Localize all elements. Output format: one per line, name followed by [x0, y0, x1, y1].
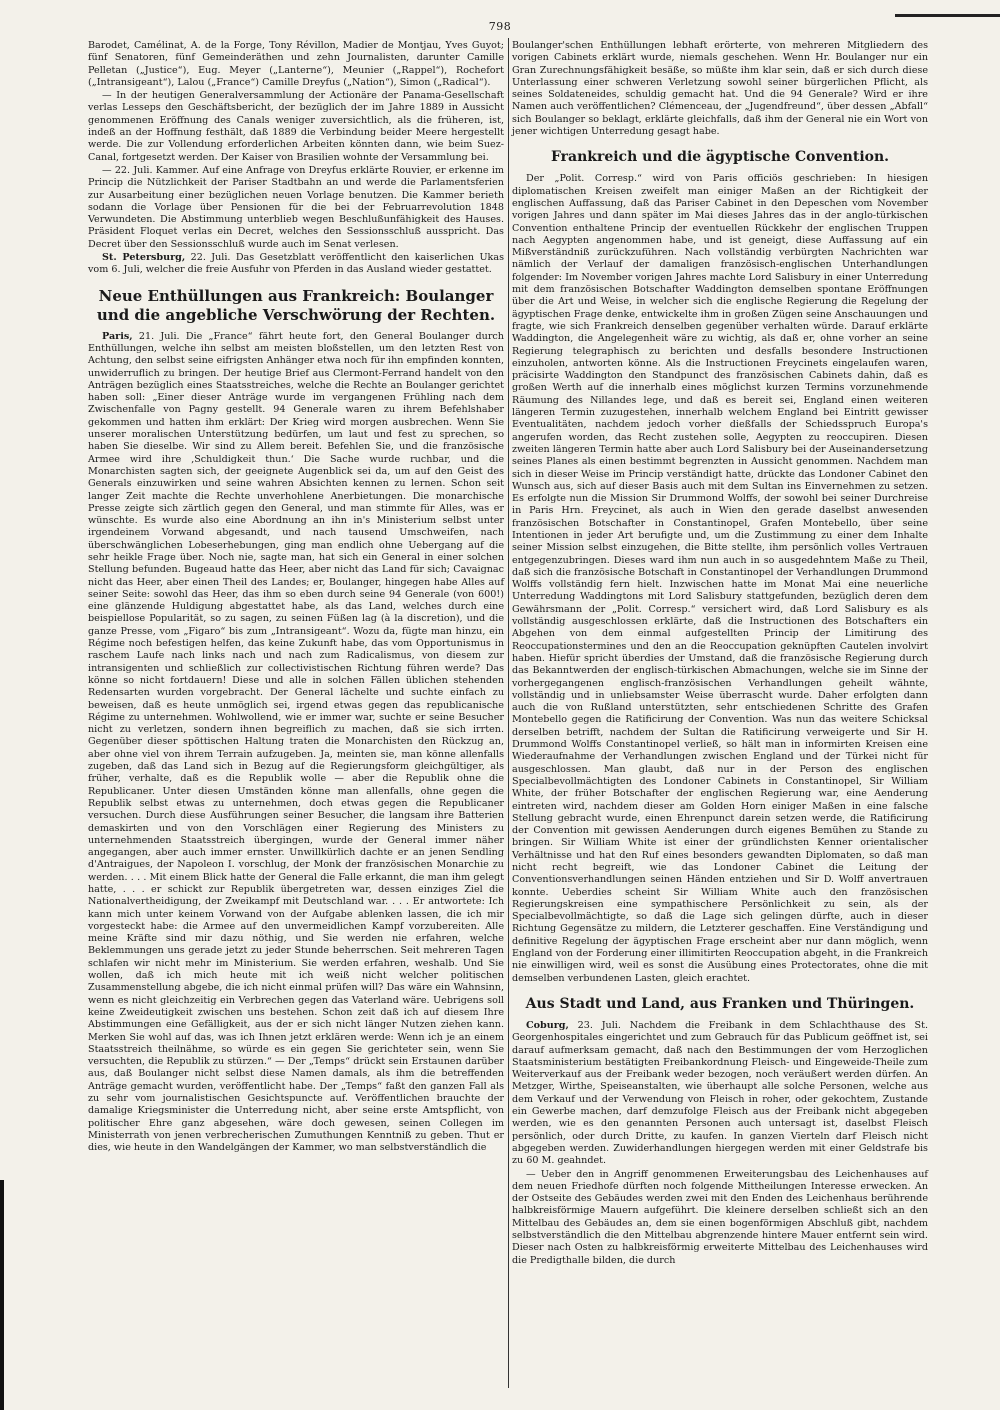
article-headline: Neue Enthüllungen aus Frankreich: Boulanger und die angebliche Verschwörung der Rechten. [96, 286, 496, 324]
article-headline: Aus Stadt und Land, aus Franken und Thüringen. [525, 995, 915, 1012]
article-headline: Frankreich und die ägyptische Convention. [550, 149, 890, 166]
paragraph: — 22. Juli. Kammer. Auf eine Anfrage von Dreyfus erklärte Rouvier, er erkenne im Princip die Nützlichkeit der Pariser Stadtbahn an und werde die Parlamentsferien zur Ausarbeitung einer bezüglichen neuen Vorlage benutzen. Die Kammer berieth sodann die Vorlage über Pensionen für die bei der Februarrevolution 1848 Verwundeten. Die Abstimmung unterblieb wegen Beschlußunfähigkeit des Hauses. Präsident Floquet verlas ein Decret, welches den Sessionsschluß ausspricht. Das Decret über den Sessionsschluß wurde auch im Senat verlesen. [88, 164, 504, 250]
paragraph [88, 331, 504, 1155]
binding-edge [0, 1180, 4, 1410]
paragraph-text: 22. Juli. Das Gesetzblatt veröffentlicht den kaiserlichen Ukas vom 6. Juli, welcher die freie Ausfuhr von Pferden in das Ausland wieder gestattet. [88, 252, 504, 276]
dateline: Paris, [102, 330, 133, 342]
dateline: St. Petersburg, [102, 252, 186, 264]
paragraph [512, 1020, 928, 1168]
paragraph [88, 252, 504, 277]
paragraph-text: 21. Juli. Die „France“ fährt heute fort, den General Boulanger durch Enthüllungen, welche ihn selbst am meisten bloßstellen, um den letzten Rest von Achtung, den selbst seine eifrigsten Anhänger etwa noch für ihn empfinden konnten, unwiderruflich zu bringen. Der heutige Brief aus Clermont-Ferrand handelt von den Anträgen bezüglich eines Staatsstreiches, welche die Rechte an Boulanger gerichtet haben soll: „Einer dieser Anträge wurde im vergangenen Frühling nach dem Zwischenfalle von Pagny gestellt. 94 Generale waren zu ihrem Befehlshaber gekommen und hatten ihm erklärt: Der Krieg wird morgen ausbrechen. Wenn Sie unserer moralischen Unterstützung bedürfen, um laut und fest zu sprechen, so haben Sie dieselbe. Wir sind zu Allem bereit. Befehlen Sie, und die französische Armee wird ihre ‚Schuldigkeit thun.‘ Die Sache wurde ruchbar, und die Monarchisten sagten sich, der geeignete Augenblick sei da, um auf den Geist des Generals einzuwirken und seine wahren Absichten kennen zu lernen. Schon seit langer Zeit machte die Rechte unverhohlene Anerbietungen. Die monarchische Presse zeigte sich zärtlich gegen den General, und man stimmte für Alles, was er wünschte. Es wurde also eine Abordnung an ihn in's Ministerium selbst unter irgendeinem Vorwand abgesandt, und nach tausend Umschweifen, nach überschwänglichen Lobeserhebungen, ging man endlich ohne Uebergang auf die sehr heikle Frage über. Noch nie, sagte man, hat sich ein General in einer solchen Stellung befunden. Bugeaud hatte das Heer, aber nicht das Land für sich; Cavaignac nicht das Heer, aber einen Theil des Landes; er, Boulanger, hingegen habe Alles auf seiner Seite: sowohl das Heer, das ihm so eben durch seine 94 Generale (von 600!) eine glänzende Huldigung abgestattet habe, als das Land, welches durch eine beispiellose Popularität, so zu sagen, zu seinen Füßen lag (à la discretion), und die ganze Presse, vom „Figaro“ bis zum „Intransigeant“. Wozu da, fügte man hinzu, ein Régime noch befestigen helfen, das keine Zukunft habe, das vom Opportunismus in raschem Laufe nach links nach und nach zum Radicalismus, von diesem zur intransigenten und schließlich zur collectivistischen Richtung führen werde? Das könne so nicht fortdauern! Diese und alle in solchen Fällen üblichen stehenden Redensarten wurden vorgebracht. Der General lächelte und suchte einfach zu beweisen, daß es heute unmöglich sei, irgend etwas gegen das republicanische Régime zu unternehmen. Wohlwollend, wie er immer war, suchte er seine Besucher nicht zu verletzen, sondern ihnen begreiflich zu machen, daß sie sich irrten. Gegenüber dieser spöttischen Haltung traten die Monarchisten den Rückzug an, aber ohne viel von ihrem Terrain aufzugeben. Ja, meinten sie, man könne allenfalls zugeben, daß das Land sich in Bezug auf die Regierungsform gleichgültiger, als früher, verhalte, daß es die Republik wolle — aber die Republik ohne die Republicaner. Unter diesen Umständen könne man allenfalls, ohne gegen die Republik selbst etwas zu unternehmen, doch etwas gegen die Republicaner versuchen. Durch diese Ausführungen seiner Besucher, die langsam ihre Batterien demaskirten und von den Vorschlägen einer Regierung des Ministers zu unternehmenden Staatsstreich übergingen, wurde der General immer näher angegangen, aber auch immer ernster. Unwillkürlich dachte er an jenen Sendling d'Antraigues, der Napoleon I. vorschlug, der Monk der französischen Monarchie zu werden. . . . Mit einem Blick hatte der General die Falle erkannt, die man ihm gelegt hatte, . . . er schickt zur Republik übergetreten war, dessen einziges Ziel die Nationalvertheidigung, der Zweikampf mit Deutschland war. . . . Er antwortete: Ich kann mich unter keinem Vorwand von der Aufgabe ablenken lassen, die ich mir vorgesteckt habe: die Armee auf den unvermeidlichen Kampf vorzubereiten. Alle meine Kräfte sind mir dazu nöthig, und Sie werden nie erfahren, welche Beklemmungen uns gerade jetzt zu jeder Stunde beherrschen. Seit mehreren Tagen schlafen wir nicht mehr im Ministerium. Sie werden erfahren, weshalb. Und Sie wollen, daß ich mich heute mit ich weiß nicht welcher politischen Zusammenstellung abgebe, die ich nicht einmal prüfen will? Das wäre ein Wahnsinn, wenn es nicht gleichzeitig ein Verbrechen gegen das Vaterland wäre. Uebrigens soll keine Zweideutigkeit zwischen uns bestehen. Schon zeit daß ich auf diesem Ihre Abstimmungen eine Gefälligkeit, aus der er sich nicht länger Nutzen ziehen kann. Merken Sie wohl auf das, was ich Ihnen jetzt erklären werde: Wenn ich je an einem Staatsstreich theilnähme, so würde es ein gegen Sie gerichteter sein, wenn Sie versuchten, die Republik zu stürzen.“ — Der „Temps“ drückt sein Erstaunen darüber aus, daß Boulanger nicht selbst diese Namen damals, als ihm die betreffenden Anträge gemacht wurden, veröffentlicht habe. Der „Temps“ faßt den ganzen Fall als zu sehr vom journalistischen Gesichtspuncte auf. Veröffentlichen brauchte der damalige Kriegsminister die Unterredung nicht, aber seine erste Amtspflicht, von politischer Ehre ganz abgesehen, wäre doch gewesen, seinen Collegen im Ministerrath von jenen verbrecherischen Zumuthungen Kenntniß zu geben. Thut er dies, wie heute in den Wandelgängen der Kammer, wo man selbstverständlich die [88, 330, 504, 1154]
column-divider [508, 38, 509, 1388]
paragraph: — In der heutigen Generalversammlung der Actionäre der Panama-Gesellschaft verlas Lesseps den Geschäftsbericht, der bezüglich der im Jahre 1889 in Aussicht genommenen Eröffnung des Canals weniger zuversichtlich, als die früheren, ist, indeß an der Hoffnung festhält, daß 1889 die Verbindung beider Meere hergestellt werde. Die zur Vollendung erforderlichen Arbeiten könnten dann, wie beim Suez-Canal, fortgesetzt werden. Der Kaiser von Brasilien wohnte der Versammlung bei. [88, 90, 504, 163]
page-number: 798 [488, 20, 512, 33]
paragraph: Boulanger'schen Enthüllungen lebhaft erörterte, von mehreren Mitgliedern des vorigen Cabinets erklärt wurde, niemals geschehen. Wenn Hr. Boulanger nur ein Gran Zurechnungsfähigkeit besäße, so müßte ihm klar sein, daß er sich durch diese Unterlassung einer schweren Verletzung sowohl seiner bürgerlichen Pflicht, als seines Soldateneides, schuldig gemacht hat. Und die 94 Generale? Wird er ihre Namen auch veröffentlichen? Clémenceau, der „Jugendfreund“, über dessen „Abfall“ sich Boulanger so beklagt, erklärte gleichfalls, daß ihm der General nie ein Wort von jener wichtigen Unterredung gesagt habe. [512, 40, 928, 138]
paragraph: Barodet, Camélinat, A. de la Forge, Tony Révillon, Madier de Montjau, Yves Guyot; fünf Senatoren, fünf Gemeinderäthen und zehn Journalisten, darunter Camille Pelletan („Justice“), Eug. Meyer („Lanterne“), Meunier („Rappel“), Rochefort („Intransigeant“), Lalou („France“) Camille Dreyfus („Nation“), Simon („Radical“). [88, 40, 504, 88]
paragraph: — Ueber den in Angriff genommenen Erweiterungsbau des Leichenhauses auf dem neuen Friedhofe dürften noch folgende Mittheilungen Interesse erwecken. An der Ostseite des Gebäudes werden zwei mit den Enden des Leichenhaus berührende halbkreisförmige Mauern aufgeführt. Die kleinere derselben schließt sich an den Mittelbau des Gebäudes an, dem sie einen bogenförmigen Abschluß gibt, nachdem selbstverständlich die den Mittelbau abgrenzende hintere Mauer entfernt sein wird. Dieser nach Osten zu halbkreisförmig erweiterte Mittelbau des Leichenhauses wird die Predigthalle bilden, die durch [512, 1168, 928, 1266]
left-column [88, 40, 504, 1156]
paragraph: Der „Polit. Corresp.“ wird von Paris officiös geschrieben: In hiesigen diplomatischen Kreisen zweifelt man einiger Maßen an der Richtigkeit der englischen Auffassung, daß das Pariser Cabinet in den Depeschen vom November vorigen Jahres und dann später im Mai dieses Jahres das in der anglo-türkischen Convention enthaltene Princip der eventuellen Rückkehr der englischen Truppen nach Aegypten angenommen habe, und ist geneigt, diese Auffassung auf ein Mißverständniß zurückzuführen. Nach vollständig verbürgten Nachrichten war nämlich der Verlauf der damaligen französisch-englischen Unterhandlungen folgender: Im November vorigen Jahres machte Lord Salisbury in einer Unterredung mit dem französischen Botschafter Waddington demselben spontane Eröffnungen über die Art und Weise, in welcher sich die englische Regierung die Regelung der ägyptischen Frage denke, entwickelte ihm in großen Zügen seine Anschauungen und fragte, wie sich Frankreich denselben gegenüber verhalten würde. Darauf erklärte Waddington, die Angelegenheit wäre zu wichtig, als daß er, ohne vorher an seine Regierung telegraphisch zu berichten und desfalls besondere Instructionen einzuholen, antworten könne. Als die Instructionen Freycinets eingelaufen waren, präcisirte Waddington den Standpunct des französischen Cabinets dahin, daß es großen Werth auf die innerhalb eines möglichst kurzen Termins vorzunehmende Räumung des Nillandes lege, und daß es bereit sei, England einen weiteren längeren Termin zuzugestehen, innerhalb welchem England bei Eintritt gewisser Eventualitäten, nachdem jedoch vorher dießfalls der Schiedsspruch Europa's angerufen worden, das Recht zustehen solle, Aegypten zu reoccupiren. Diesen zweiten längeren Termin hatte aber auch Lord Salisbury bei der Auseinandersetzung seines Planes als einen bestimmt begrenzten in Aussicht genommen. Nachdem man sich in dieser Weise im Princip verständigt hatte, drückte das Londoner Cabinet den Wunsch aus, sich auf dieser Basis auch mit dem Sultan ins Einvernehmen zu setzen. Es erfolgte nun die Mission Sir Drummond Wolffs, der sowohl bei seiner Durchreise in Paris Hrn. Freycinet, als auch in Wien den gerade daselbst anwesenden französischen Botschafter in Constantinopel, Grafen Montebello, über seine Intentionen in jeder Art berufigte und, um die Zustimmung zu einer dem Inhalte seiner Mission selbst einzugehen, die Bitte stellte, ihm persönlich volles Vertrauen entgegenzubringen. Dieses ward ihm nun auch in so ausgedehntem Maße zu Theil, daß sich die französische Botschaft in Constantinopel der Verhandlungen Drummond Wolffs vollständig fern hielt. Inzwischen hatte im Monat Mai eine neuerliche Unterredung Waddingtons mit Lord Salisbury stattgefunden, bezüglich deren dem Gewährsmann der „Polit. Corresp.“ versichert wird, daß Lord Salisbury es als vollständig ausgeschlossen erklärte, daß die Instructionen des Botschafters ein Abgehen von dem einmal aufgestellten Princip der Limitirung des Reoccupationstermines und den an die Reoccupation geknüpften Cautelen involvirt haben. Hiefür spricht überdies der Umstand, daß die französische Regierung durch das Bekanntwerden der englisch-türkischen Abmachungen, welche sie im Sinne der vorhergegangenen englisch-französischen Verhandlungen geheilt wähnte, vollständig und in unliebsamster Weise überrascht wurde. Daher erfolgten dann auch die von Rußland unterstützten, sehr entschiedenen Schritte des Grafen Montebello gegen die Ratificirung der Convention. Was nun das weitere Schicksal derselben betrifft, nachdem der Sultan die Ratificirung verweigerte und Sir H. Drummond Wolffs Constantinopel verließ, so hält man in informirten Kreisen eine Wiederaufnahme der Verhandlungen zwischen England und der Türkei nicht für ausgeschlossen. Man glaubt, daß nur in der Person des englischen Specialbevollmächtigten des Londoner Cabinets in Constantinopel, Sir William White, der früher Botschafter der englischen Regierung war, eine Aenderung eintreten wird, nachdem dieser am Golden Horn einiger Maßen in eine falsche Stellung gebracht wurde, einen Ehrenpunct darein setzen werde, die Ratificirung der Convention mit gewissen Aenderungen durch eigenes Bemühen zu Stande zu bringen. Sir William White ist einer der gründlichsten Kenner orientalischer Verhältnisse und hat den Ruf eines besonders gewandten Diplomaten, so daß man nicht recht begreift, wie das Londoner Cabinet die Leitung der Conventionsverhandlungen seinen Händen entziehen und Sir D. Wolff anvertrauen konnte. Ueberdies scheint Sir William White auch den französischen Regierungskreisen eine sympathischere Persönlichkeit zu sein, als der Specialbevollmächtigte, so daß die Lage sich gelingen dürfte, auch in dieser Richtung Gegensätze zu mildern, die Letzterer geschaffen. Eine Verständigung und definitive Regelung der ägyptischen Frage erscheint aber nur dann möglich, wenn England von der Forderung einer illimitirten Reoccupation abgeht, in die Frankreich nie einwilligen wird, weil es sonst die Ausübung eines Protectorates, ohne die mit demselben verbundenen Lasten, gleich erachtet. [512, 173, 929, 984]
dateline: Coburg, [526, 1019, 569, 1031]
paragraph-text: 23. Juli. Nachdem die Freibank in dem Schlachthause des St. Georgenhospitales eingerichtet und zum Gebrauch für das Publicum geöffnet ist, sei darauf aufmerksam gemacht, daß nach den Bestimmungen der vom Herzoglichen Staatsministerium bestätigten Freibankordnung Fleisch- und Eingeweide-Theile zum Weiterverkauf aus der Freibank weder bezogen, noch veräußert werden dürfen. An Metzger, Wirthe, Speiseanstalten, wie überhaupt alle solche Personen, welche aus dem Verkauf und der Verwendung von Fleisch in roher, oder gekochtem, Zustande ein Gewerbe machen, darf demzufolge Fleisch aus der Freibank nicht abgegeben werden, wie es den genannten Personen auch untersagt ist, daselbst Fleisch persönlich, oder durch Dritte, zu kaufen. In ganzen Vierteln darf Fleisch nicht abgegeben werden. Zuwiderhandlungen hiergegen werden mit einer Geldstrafe bis zu 60 M. geahndet. [512, 1019, 928, 1167]
right-column [512, 40, 928, 1268]
top-rule [895, 14, 1000, 17]
